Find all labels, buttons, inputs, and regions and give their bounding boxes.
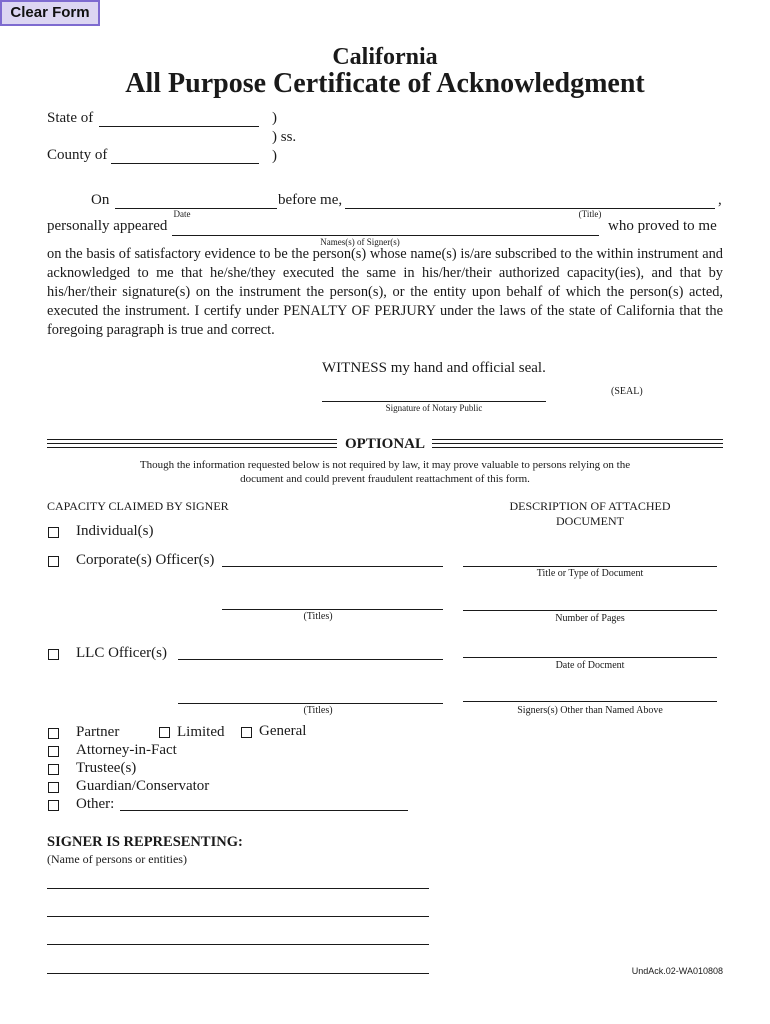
notary-signature-line[interactable]	[322, 401, 546, 402]
notary-title-field[interactable]	[345, 208, 715, 209]
personally-appeared-label: personally appeared	[47, 218, 168, 234]
on-label: On	[91, 192, 110, 208]
venue-ss: ) ss.	[272, 129, 297, 145]
attorney-in-fact-label: Attorney-in-Fact	[76, 742, 177, 758]
optional-note-line2: document and could prevent fraudulent reattachment of this form.	[240, 473, 530, 485]
optional-rule-left-1	[47, 439, 337, 440]
representing-heading: SIGNER IS REPRESENTING:	[47, 834, 243, 850]
who-proved-label: who proved to me	[608, 218, 717, 234]
attorney-in-fact-checkbox[interactable]	[48, 746, 59, 757]
description-heading-line1: DESCRIPTION OF ATTACHED	[509, 499, 671, 513]
page-title: All Purpose Certificate of Acknowledgment	[125, 68, 645, 99]
optional-rule-right-2	[432, 443, 723, 444]
county-field[interactable]	[111, 163, 259, 164]
individual-label: Individual(s)	[76, 523, 154, 539]
representing-line-2[interactable]	[47, 916, 429, 917]
corporate-officer-checkbox[interactable]	[48, 556, 59, 567]
representing-line-4[interactable]	[47, 973, 429, 974]
document-date-field[interactable]	[463, 657, 717, 658]
document-title-field[interactable]	[463, 566, 717, 567]
number-of-pages-field[interactable]	[463, 610, 717, 611]
venue-paren-2: )	[272, 148, 277, 164]
county-label: County of	[47, 147, 108, 163]
individual-checkbox[interactable]	[48, 527, 59, 538]
optional-heading: OPTIONAL	[345, 436, 426, 452]
comma: ,	[718, 192, 722, 208]
number-of-pages-caption: Number of Pages	[555, 613, 625, 624]
limited-label: Limited	[177, 724, 225, 740]
corporate-officer-field[interactable]	[222, 566, 443, 567]
trustee-label: Trustee(s)	[76, 760, 137, 776]
representing-line-3[interactable]	[47, 944, 429, 945]
partner-checkbox[interactable]	[48, 728, 59, 739]
other-field[interactable]	[120, 810, 408, 811]
llc-titles-caption: (Titles)	[303, 705, 333, 716]
witness-text: WITNESS my hand and official seal.	[322, 360, 546, 376]
signers-caption: Names(s) of Signer(s)	[320, 237, 400, 247]
llc-titles-field[interactable]	[178, 703, 443, 704]
representing-line-1[interactable]	[47, 888, 429, 889]
representing-subheading: (Name of persons or entities)	[47, 852, 187, 866]
signer-names-field[interactable]	[172, 235, 599, 236]
llc-officer-checkbox[interactable]	[48, 649, 59, 660]
limited-checkbox[interactable]	[159, 727, 170, 738]
title-state: California	[332, 44, 438, 70]
clear-form-button[interactable]: Clear Form	[0, 0, 100, 26]
before-me-label: before me,	[278, 192, 343, 208]
guardian-checkbox[interactable]	[48, 782, 59, 793]
general-checkbox[interactable]	[241, 727, 252, 738]
form-code: UndAck.02-WA010808	[631, 966, 723, 976]
date-field[interactable]	[115, 208, 277, 209]
other-signers-field[interactable]	[463, 701, 717, 702]
venue-paren-1: )	[272, 110, 277, 126]
acknowledgment-paragraph: on the basis of satisfactory evidence to be the person(s) whose name(s) is/are subscribed to the within instrument and acknowledged to me that he/she/they executed the same in his/her/their authorized capacity(ies), and that by his/her/their signature(s) on the instrument the person(s), or the entity upon behalf of which the person(s) acted, executed the instrument. I certify under PENALTY OF PERJURY under the laws of the state of California that the foregoing paragraph is true and correct.	[47, 246, 723, 338]
capacity-heading: CAPACITY CLAIMED BY SIGNER	[47, 499, 229, 513]
trustee-checkbox[interactable]	[48, 764, 59, 775]
description-heading-line2: DOCUMENT	[556, 514, 624, 528]
optional-note-line1: Though the information requested below is not required by law, it may prove valuable to persons relying on the	[139, 459, 631, 471]
other-checkbox[interactable]	[48, 800, 59, 811]
notary-signature-caption: Signature of Notary Public	[385, 403, 483, 413]
document-title-caption: Title or Type of Document	[536, 568, 644, 579]
partner-label: Partner	[76, 724, 120, 740]
state-field[interactable]	[99, 126, 259, 127]
optional-rule-left-3	[47, 447, 337, 448]
title-caption: (Title)	[578, 209, 602, 219]
corporate-officer-label: Corporate(s) Officer(s)	[76, 552, 215, 568]
llc-officer-label: LLC Officer(s)	[76, 645, 167, 661]
corporate-titles-field[interactable]	[222, 609, 443, 610]
guardian-label: Guardian/Conservator	[76, 778, 210, 794]
seal-label: (SEAL)	[611, 386, 643, 397]
optional-rule-right-1	[432, 439, 723, 440]
document-date-caption: Date of Docment	[555, 660, 625, 671]
optional-rule-right-3	[432, 447, 723, 448]
corporate-titles-caption: (Titles)	[303, 611, 333, 622]
date-caption: Date	[173, 209, 191, 219]
other-signers-caption: Signers(s) Other than Named Above	[517, 705, 663, 716]
llc-officer-field[interactable]	[178, 659, 443, 660]
state-label: State of	[47, 110, 94, 126]
optional-rule-left-2	[47, 443, 337, 444]
general-label: General	[259, 723, 307, 739]
other-label: Other:	[76, 796, 115, 812]
